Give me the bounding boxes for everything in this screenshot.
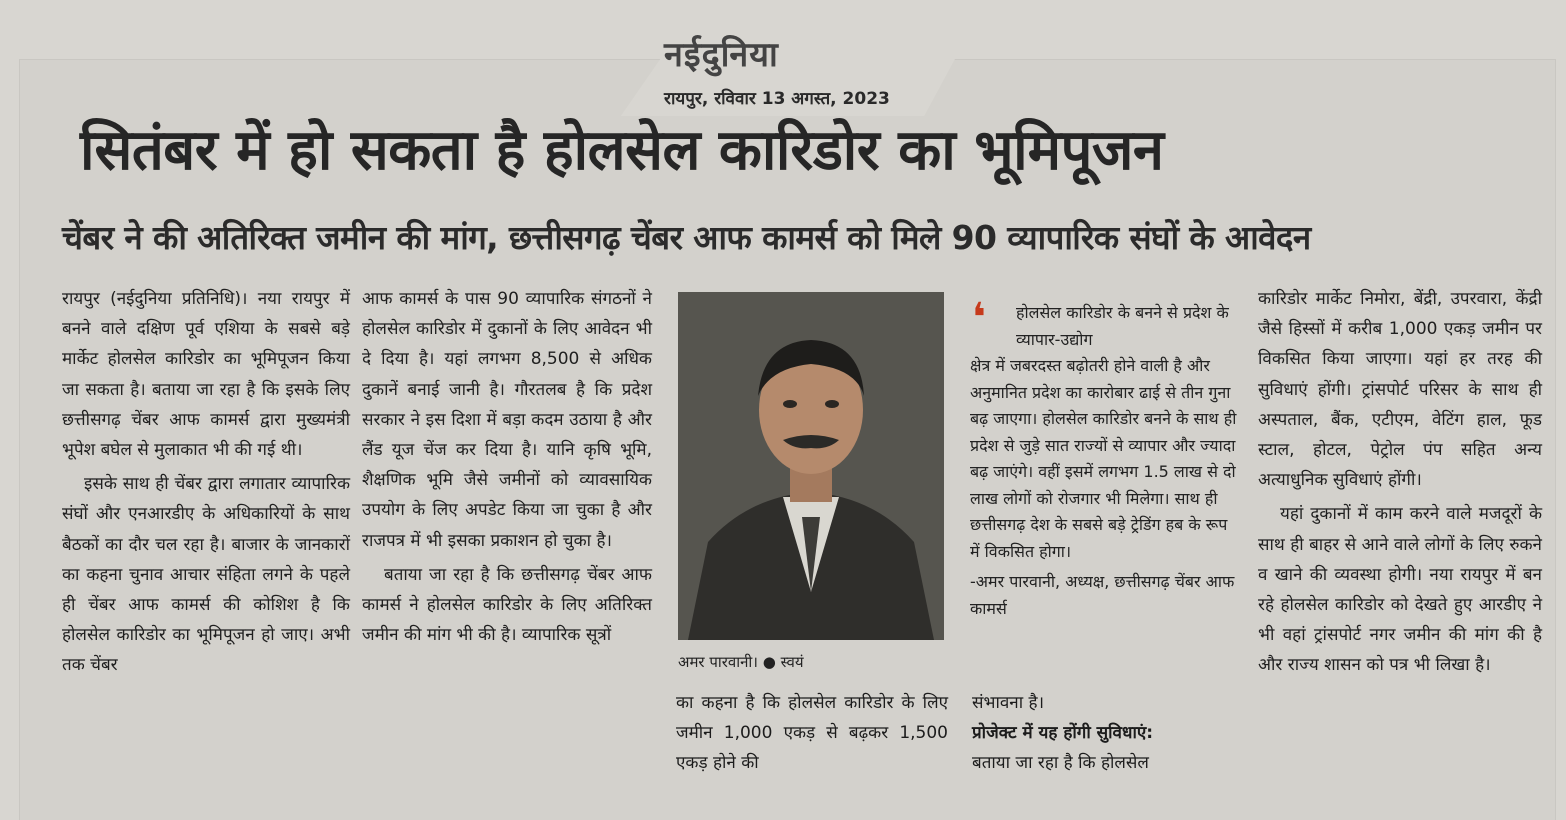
facilities-subheading: प्रोजेक्ट में यह होंगी सुविधाएं: — [972, 723, 1154, 743]
caption-name: अमर पारवानी। — [678, 653, 758, 671]
quote-mark-icon: ❛ — [972, 295, 986, 341]
article-paragraph: कारिडोर मार्केट निमोरा, बेंद्री, उपरवारा, केंद्री जैसे हिस्सों में करीब 1,000 एकड़ जमीन पर विकसित किया जाएगा। यहां हर तरह की सुविधाएं होंगी। ट्रांसपोर्ट परिसर के साथ ही अस्पताल, बैंक, एटीएम, वेटिंग हाल, फूड स्टाल, होटल, पेट्रोल पंप सहित अन्य अत्याधुनिक सुविधाएं होंगी। — [1258, 289, 1542, 491]
quote-author: -अमर पारवानी, अध्यक्ष, छत्तीसगढ़ चेंबर आफ कामर्स — [970, 572, 1235, 618]
article-column-2 — [362, 284, 652, 650]
photo-caption — [678, 652, 944, 672]
article-column-3-continued: का कहना है कि होलसेल कारिडोर के लिए जमीन 1,000 एकड़ से बढ़कर 1,500 एकड़ होने की — [676, 693, 948, 773]
quote-first-line: होलसेल कारिडोर के बनने से प्रदेश के व्यापार-उद्योग — [1016, 303, 1229, 349]
article-column-1 — [62, 284, 350, 681]
article-paragraph: इसके साथ ही चेंबर द्वारा लगातार व्यापारिक संघों और एनआरडीए के अधिकारियों के साथ बैठकों का दौर चल रहा है। बाजार के जानकारों का कहना चुनाव आचार संहिता लगने के पहले ही चेंबर आफ कामर्स की कोशिश है कि होलसेल कारिडोर का भूमिपूजन हो जाए। अभी तक चेंबर — [62, 474, 350, 676]
dateline: रायपुर, रविवार 13 अगस्त, 2023 — [664, 89, 890, 109]
article-paragraph: यहां दुकानों में काम करने वाले मजदूरों के साथ ही बाहर से आने वाले लोगों के लिए रुकने व खाने की व्यवस्था होगी। नया रायपुर में बन रहे होलसेल कारिडोर को देखते हुए आरडीए ने भी वहां ट्रांसपोर्ट नगर जमीन की मांग की है और राज्य शासन को पत्र भी लिखा है। — [1258, 504, 1542, 676]
article-paragraph: रायपुर (नईदुनिया प्रतिनिधि)। नया रायपुर में बनने वाले दक्षिण पूर्व एशिया के सबसे बड़े मार्केट होलसेल कारिडोर का भूमिपूजन किया जा सकता है। बताया जा रहा है कि इसके लिए छत्तीसगढ़ चेंबर आफ कामर्स द्वारा मुख्यमंत्री भूपेश बघेल से मुलाकात भी की गई थी। — [62, 289, 350, 461]
article-line: बताया जा रहा है कि होलसेल — [972, 753, 1149, 773]
pull-quote — [970, 295, 1240, 622]
headline: सितंबर में हो सकता है होलसेल कारिडोर का भूमिपूजन — [80, 118, 1164, 183]
article-paragraph: आफ कामर्स के पास 90 व्यापारिक संगठनों ने होलसेल कारिडोर में दुकानों के लिए आवेदन भी दे दिया है। यहां लगभग 8,500 से अधिक दुकानें बनाई जानी है। गौरतलब है कि प्रदेश सरकार ने इस दिशा में बड़ा कदम उठाया है और लैंड यूज चेंज कर दिया है। यानि कृषि भूमि, शैक्षणिक भूमि जैसे जमीनों को व्यावसायिक उपयोग के लिए अपडेट किया जा चुका है और राजपत्र में भी इसका प्रकाशन हो चुका है। — [362, 289, 652, 551]
caption-credit: स्वयं — [780, 653, 804, 671]
portrait-photo — [678, 292, 944, 640]
article-line: संभावना है। — [972, 693, 1045, 713]
article-column-3b — [972, 688, 1248, 778]
portrait-illustration — [678, 292, 944, 640]
article-column-4 — [1258, 284, 1542, 681]
quote-text: क्षेत्र में जबरदस्त बढ़ोतरी होने वाली है और अनुमानित प्रदेश का कारोबार ढाई से तीन गुना बढ़ जाएगा। होलसेल कारिडोर बनने के साथ ही प्रदेश से जुड़े सात राज्यों से व्यापार और ज्यादा बढ़ जाएंगे। वहीं इसमें लगभग 1.5 लाख से दो लाख लोगों को रोजगार भी मिलेगा। साथ ही छत्तीसगढ़ देश के सबसे बड़े ट्रेडिंग हब के रूप में विकसित होगा। — [970, 356, 1237, 561]
subheadline: चेंबर ने की अतिरिक्त जमीन की मांग, छत्तीसगढ़ चेंबर आफ कामर्स को मिले 90 व्यापारिक संघों के आवेदन — [62, 218, 1311, 257]
camera-icon: ● — [762, 653, 776, 671]
newspaper-brand: नईदुनिया — [664, 35, 779, 75]
article-paragraph: बताया जा रहा है कि छत्तीसगढ़ चेंबर आफ कामर्स ने होलसेल कारिडोर के लिए अतिरिक्त जमीन की मांग भी की है। व्यापारिक सूत्रों — [362, 564, 652, 646]
